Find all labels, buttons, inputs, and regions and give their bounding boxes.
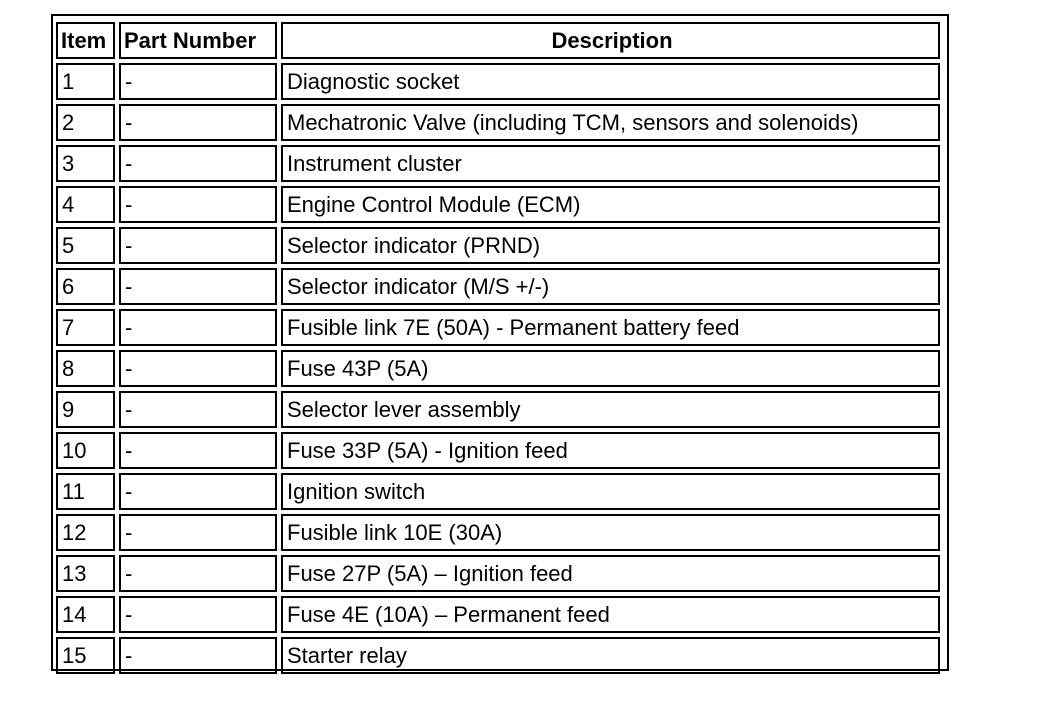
header-part-number: Part Number: [119, 22, 277, 59]
parts-table: [52, 18, 944, 678]
item-number-cell: 3: [56, 145, 115, 182]
item-number-cell: 5: [56, 227, 115, 264]
item-number-cell: 6: [56, 268, 115, 305]
table-row: [56, 309, 940, 346]
part-number-cell: -: [119, 309, 277, 346]
header-item: Item: [56, 22, 115, 59]
item-number-cell: 1: [56, 63, 115, 100]
item-number-cell: 8: [56, 350, 115, 387]
part-number-cell: -: [119, 104, 277, 141]
table-row: [56, 637, 940, 674]
description-cell: Fuse 27P (5A) – Ignition feed: [281, 555, 940, 592]
description-cell: Instrument cluster: [281, 145, 940, 182]
table-row: [56, 391, 940, 428]
part-number-cell: -: [119, 637, 277, 674]
table-row: [56, 268, 940, 305]
table-row: [56, 555, 940, 592]
table-row: [56, 227, 940, 264]
part-number-cell: -: [119, 268, 277, 305]
table-row: [56, 473, 940, 510]
item-number-cell: 10: [56, 432, 115, 469]
table-row: [56, 350, 940, 387]
item-number-cell: 12: [56, 514, 115, 551]
item-number-cell: 9: [56, 391, 115, 428]
item-number-cell: 4: [56, 186, 115, 223]
part-number-cell: -: [119, 186, 277, 223]
part-number-cell: -: [119, 63, 277, 100]
description-cell: Selector lever assembly: [281, 391, 940, 428]
part-number-cell: -: [119, 227, 277, 264]
description-cell: Fuse 4E (10A) – Permanent feed: [281, 596, 940, 633]
table-row: [56, 432, 940, 469]
table-header-row: [56, 22, 940, 59]
table-row: [56, 514, 940, 551]
part-number-cell: -: [119, 432, 277, 469]
description-cell: Selector indicator (PRND): [281, 227, 940, 264]
item-number-cell: 7: [56, 309, 115, 346]
description-cell: Fuse 33P (5A) - Ignition feed: [281, 432, 940, 469]
part-number-cell: -: [119, 596, 277, 633]
item-number-cell: 14: [56, 596, 115, 633]
description-cell: Fusible link 7E (50A) - Permanent battery feed: [281, 309, 940, 346]
item-number-cell: 13: [56, 555, 115, 592]
table-row: [56, 145, 940, 182]
part-number-cell: -: [119, 473, 277, 510]
part-number-cell: -: [119, 350, 277, 387]
part-number-cell: -: [119, 145, 277, 182]
table-row: [56, 104, 940, 141]
description-cell: Mechatronic Valve (including TCM, sensors and solenoids): [281, 104, 940, 141]
table-body: [56, 63, 940, 674]
part-number-cell: -: [119, 514, 277, 551]
description-cell: Engine Control Module (ECM): [281, 186, 940, 223]
item-number-cell: 11: [56, 473, 115, 510]
table-row: [56, 596, 940, 633]
item-number-cell: 15: [56, 637, 115, 674]
description-cell: Selector indicator (M/S +/-): [281, 268, 940, 305]
description-cell: Ignition switch: [281, 473, 940, 510]
table-row: [56, 63, 940, 100]
part-number-cell: -: [119, 391, 277, 428]
header-description: Description: [281, 22, 940, 59]
part-number-cell: -: [119, 555, 277, 592]
description-cell: Fuse 43P (5A): [281, 350, 940, 387]
item-number-cell: 2: [56, 104, 115, 141]
table-row: [56, 186, 940, 223]
description-cell: Diagnostic socket: [281, 63, 940, 100]
description-cell: Starter relay: [281, 637, 940, 674]
description-cell: Fusible link 10E (30A): [281, 514, 940, 551]
